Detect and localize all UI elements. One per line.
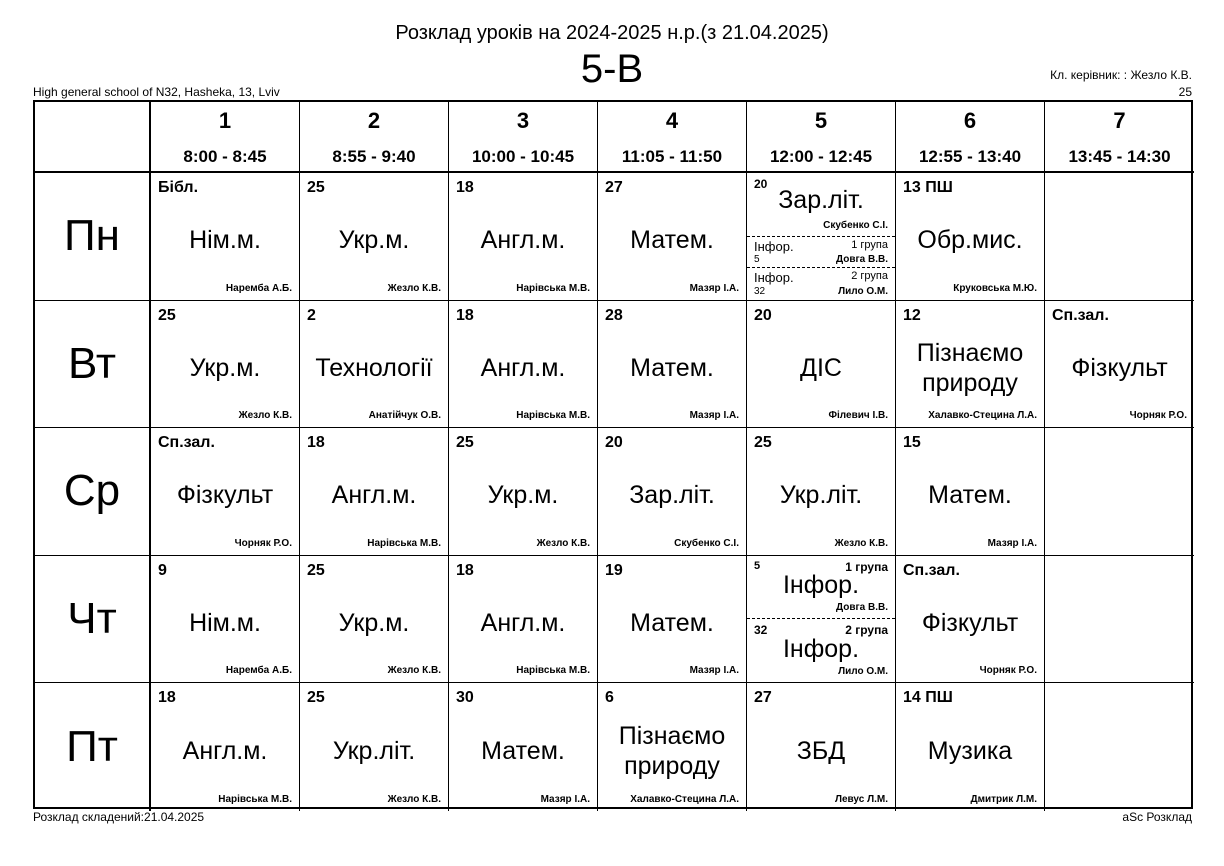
lesson-cell: [449, 683, 598, 811]
subject-name: Укр.м.: [487, 481, 559, 510]
lesson-cell: [151, 556, 300, 684]
lesson-cell: [896, 173, 1045, 301]
teacher-name: Мазяр І.А.: [689, 410, 739, 421]
subject-name: Англ.м.: [182, 736, 268, 765]
lesson-cell-split: [747, 556, 896, 684]
lesson-cell: [300, 428, 449, 556]
teacher-name: Нарівська М.В.: [367, 537, 441, 549]
day-label: Ср: [63, 466, 121, 516]
teacher-name: Нарівська М.В.: [516, 410, 590, 421]
lesson-part: [747, 173, 895, 237]
period-header-5: [747, 102, 896, 173]
subject-name: Матем.: [630, 608, 714, 637]
period-number: 3: [516, 108, 530, 133]
period-number: 5: [814, 108, 828, 133]
period-number: 1: [218, 108, 232, 133]
room-number: 27: [754, 689, 772, 706]
subject-name: Зар.літ.: [778, 186, 864, 214]
teacher-name: Скубенко С.І.: [674, 537, 739, 549]
teacher-name: Халавко-Стецина Л.А.: [630, 793, 739, 805]
subject-name: Фізкульт: [921, 608, 1019, 637]
subject-name: Укр.м.: [189, 353, 261, 382]
teacher-name: Круковська М.Ю.: [953, 282, 1037, 294]
teacher-name: Мазяр І.А.: [987, 537, 1037, 549]
lesson-cell: [896, 683, 1045, 811]
subject-name: Фізкульт: [176, 481, 274, 510]
day-header-fri: [35, 683, 151, 811]
lesson-cell: [747, 301, 896, 429]
room-number: 20: [754, 177, 768, 191]
lesson-cell: [1045, 301, 1194, 429]
room-number: 14 ПШ: [903, 689, 953, 706]
room-number: 20: [605, 434, 623, 451]
teacher-name: Жезло К.В.: [834, 537, 888, 549]
school-name: High general school of N32, Hasheka, 13, Lviv: [33, 85, 280, 99]
day-label: Чт: [67, 593, 117, 643]
teacher-name: Анатійчук О.В.: [368, 410, 441, 421]
room-number: 5: [754, 559, 761, 572]
teacher-name: Жезло К.В.: [387, 665, 441, 676]
period-time: 13:45 - 14:30: [1068, 147, 1171, 166]
room-number: 20: [754, 306, 772, 324]
lesson-cell: [151, 173, 300, 301]
room-number: 12: [903, 306, 921, 324]
room-number: 19: [605, 561, 623, 579]
lesson-part: [747, 268, 895, 300]
room-number: 18: [456, 179, 474, 196]
subject-name: Пізнаємо природу: [916, 338, 1024, 397]
teacher-name: Халавко-Стецина Л.А.: [928, 410, 1037, 421]
subject-name: Обр.мис.: [917, 226, 1023, 255]
period-time: 12:00 - 12:45: [769, 147, 873, 166]
room-number: 25: [158, 306, 176, 324]
lesson-cell: [151, 683, 300, 811]
empty-cell: [1045, 173, 1194, 301]
subject-name: Технології: [315, 353, 433, 382]
teacher-name: Нарівська М.В.: [218, 793, 292, 805]
subject-name: Матем.: [481, 736, 565, 765]
group-label: 2 група: [845, 622, 888, 637]
timetable-grid: [33, 100, 1193, 809]
room-number: Бібл.: [158, 179, 199, 196]
room-number: 9: [158, 561, 167, 579]
room-number: 25: [754, 434, 772, 451]
teacher-name: Лило О.М.: [838, 286, 888, 297]
teacher-name: Довга В.В.: [835, 601, 888, 613]
period-number: 6: [963, 108, 977, 133]
subject-name: Англ.м.: [331, 481, 417, 510]
period-header-1: [151, 102, 300, 173]
lesson-cell: [747, 683, 896, 811]
teacher-name: Чорняк Р.О.: [979, 665, 1037, 676]
room-number: 18: [456, 561, 474, 579]
teacher-name: Нарівська М.В.: [516, 282, 590, 294]
subject-name: Інфор.: [782, 634, 860, 663]
teacher-name: Чорняк Р.О.: [234, 537, 292, 549]
period-number: 7: [1113, 108, 1126, 133]
teacher-name: Левус Л.М.: [834, 793, 888, 805]
lesson-cell-split: [747, 173, 896, 301]
teacher-name: Нарівська М.В.: [516, 665, 590, 676]
teacher-name: Наремба А.Б.: [225, 665, 292, 676]
subject-name: Музика: [927, 736, 1013, 765]
day-header-wed: [35, 428, 151, 556]
room-number: 2: [307, 306, 316, 324]
day-label: Вт: [67, 338, 117, 388]
subject-name: Інфор.: [754, 239, 794, 254]
lesson-cell: [896, 556, 1045, 684]
teacher-name: Жезло К.В.: [238, 410, 292, 421]
teacher-name: Жезло К.В.: [387, 793, 441, 805]
subject-name: Укр.м.: [338, 608, 410, 637]
lesson-cell: [151, 428, 300, 556]
day-label: Пн: [64, 211, 120, 261]
subject-name: Англ.м.: [480, 226, 566, 255]
class-room: 25: [1178, 85, 1192, 99]
room-number: 25: [456, 434, 474, 451]
teacher-name: Жезло К.В.: [536, 537, 590, 549]
lesson-cell: [151, 301, 300, 429]
teacher-name: Скубенко С.І.: [823, 220, 888, 231]
room-number: 25: [307, 179, 325, 196]
group-label: 1 група: [851, 239, 888, 251]
subject-name: Інфор.: [782, 570, 860, 599]
lesson-cell: [300, 173, 449, 301]
period-time: 12:55 - 13:40: [918, 147, 1022, 166]
teacher-name: Дмитрик Л.М.: [970, 793, 1037, 805]
subject-name: Пізнаємо природу: [618, 721, 726, 780]
period-header-7: [1045, 102, 1194, 173]
subject-name: Матем.: [630, 226, 714, 255]
teacher-name: Довга В.В.: [835, 254, 888, 265]
empty-cell: [1045, 428, 1194, 556]
lesson-cell: [449, 556, 598, 684]
lesson-cell: [449, 428, 598, 556]
room-number: Сп.зал.: [158, 434, 215, 451]
lesson-cell: [598, 428, 747, 556]
teacher-name: Наремба А.Б.: [225, 282, 292, 294]
room-number: 15: [903, 434, 921, 451]
teacher-name: Мазяр І.А.: [689, 665, 739, 676]
room-number: 25: [307, 561, 325, 579]
subject-name: ЗБД: [796, 736, 846, 765]
lesson-cell: [449, 173, 598, 301]
corner-cell: [35, 102, 151, 173]
class-name: 5-В: [580, 47, 644, 91]
room-number: Сп.зал.: [903, 561, 960, 579]
lesson-part: [747, 619, 895, 683]
room-number: 25: [307, 689, 325, 706]
lesson-cell: [449, 301, 598, 429]
software-name: aSc Розклад: [1122, 810, 1192, 824]
subject-name: Матем.: [630, 353, 714, 382]
room-number: 28: [605, 306, 623, 324]
subject-name: Фізкульт: [1071, 353, 1168, 382]
subject-name: Зар.літ.: [629, 481, 715, 510]
lesson-part: [747, 237, 895, 268]
lesson-cell: [747, 428, 896, 556]
day-header-mon: [35, 173, 151, 301]
schedule-title: Розклад уроків на 2024-2025 н.р.(з 21.04.2025): [395, 22, 829, 44]
subject-name: Англ.м.: [480, 608, 566, 637]
subject-name: Нім.м.: [189, 226, 261, 255]
lesson-cell: [896, 301, 1045, 429]
day-header-tue: [35, 301, 151, 429]
period-time: 8:00 - 8:45: [183, 147, 267, 166]
day-header-thu: [35, 556, 151, 684]
subject-name: Нім.м.: [189, 608, 261, 637]
subject-name: Англ.м.: [480, 353, 566, 382]
period-header-3: [449, 102, 598, 173]
lesson-cell: [598, 173, 747, 301]
subject-name: ДІС: [800, 353, 842, 382]
room-number: 6: [605, 689, 614, 706]
empty-cell: [1045, 556, 1194, 684]
room-number: 32: [754, 622, 768, 637]
lesson-cell: [598, 683, 747, 811]
subject-name: Укр.літ.: [332, 736, 416, 765]
subject-name: Інфор.: [754, 270, 794, 285]
lesson-cell: [300, 556, 449, 684]
room-number: 13 ПШ: [903, 179, 953, 196]
group-label: 2 група: [851, 270, 888, 282]
period-time: 8:55 - 9:40: [332, 147, 416, 166]
subject-name: Укр.м.: [338, 226, 410, 255]
lesson-cell: [300, 683, 449, 811]
room-number: 18: [456, 306, 474, 324]
class-teacher: Кл. керівник: : Жезло К.В.: [1050, 68, 1192, 82]
period-header-6: [896, 102, 1045, 173]
lesson-cell: [300, 301, 449, 429]
period-time: 11:05 - 11:50: [621, 147, 723, 166]
subject-name: Укр.літ.: [779, 481, 863, 510]
teacher-name: Лило О.М.: [838, 665, 888, 677]
group-label: 1 група: [845, 559, 888, 574]
period-header-4: [598, 102, 747, 173]
room-number: 18: [307, 434, 325, 451]
created-date: Розклад складений:21.04.2025: [33, 810, 205, 824]
lesson-cell: [598, 301, 747, 429]
lesson-cell: [598, 556, 747, 684]
teacher-name: Мазяр І.А.: [540, 793, 590, 805]
subject-name: Матем.: [928, 481, 1012, 510]
day-label: Пт: [66, 721, 118, 771]
room-number: 27: [605, 179, 623, 196]
teacher-name: Філевич І.В.: [828, 410, 888, 421]
period-time: 10:00 - 10:45: [471, 147, 575, 166]
lesson-part: [747, 556, 895, 619]
teacher-name: Жезло К.В.: [387, 282, 441, 294]
room-number: 32: [754, 286, 766, 297]
room-number: 18: [158, 689, 176, 706]
lesson-cell: [896, 428, 1045, 556]
teacher-name: Мазяр І.А.: [689, 282, 739, 294]
period-number: 2: [367, 108, 381, 133]
room-number: 5: [754, 254, 760, 265]
room-number: Сп.зал.: [1052, 306, 1109, 324]
empty-cell: [1045, 683, 1194, 811]
period-header-2: [300, 102, 449, 173]
room-number: 30: [456, 689, 474, 706]
period-number: 4: [665, 108, 679, 133]
teacher-name: Чорняк Р.О.: [1129, 410, 1187, 421]
